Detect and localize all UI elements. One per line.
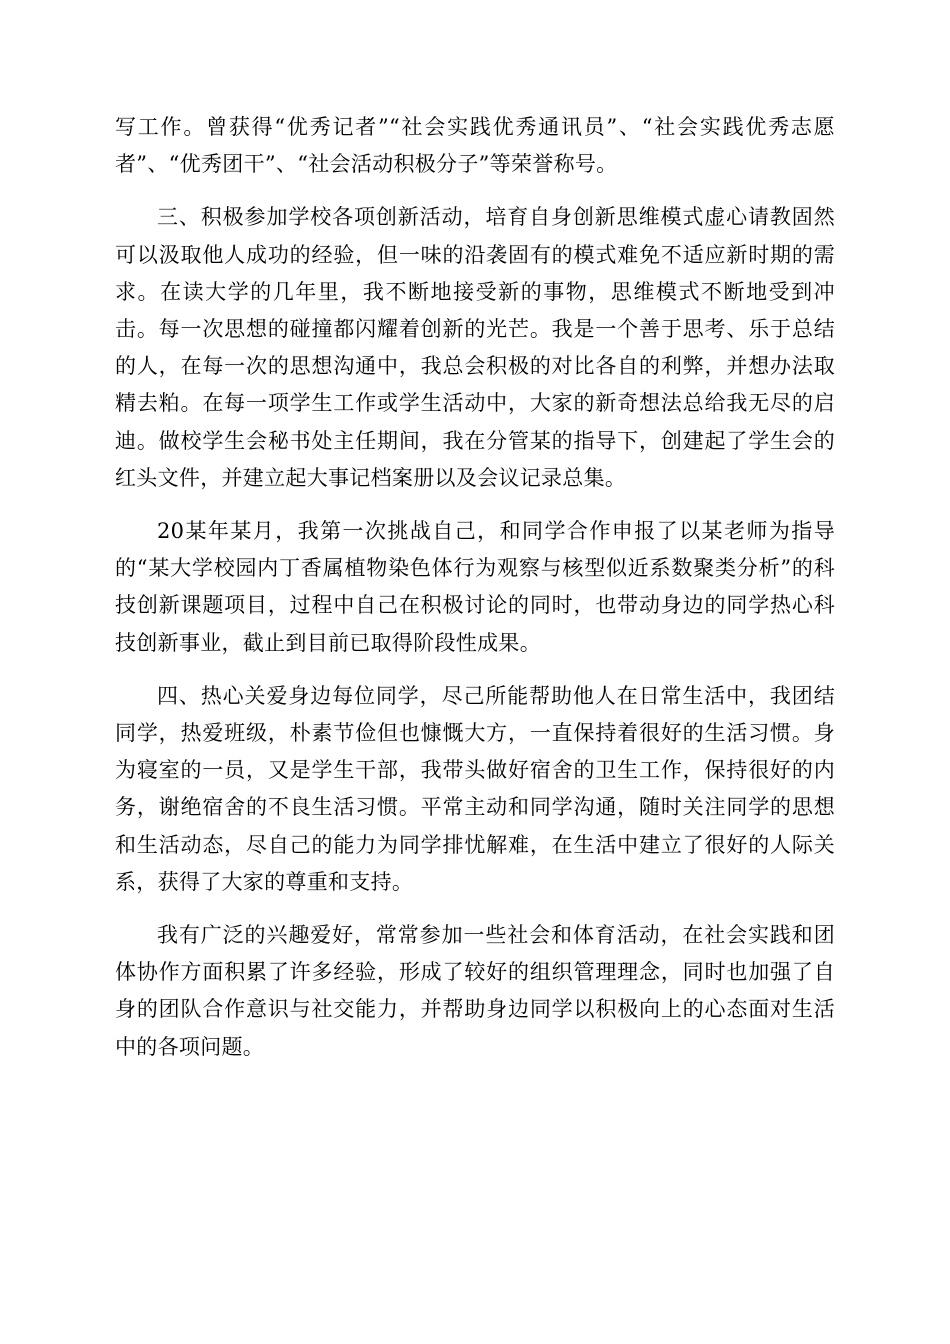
- paragraph-interests: 我有广泛的兴趣爱好，常常参加一些社会和体育活动，在社会实践和团体协作方面积累了许多经验，形成了较好的组织管理理念，同时也加强了自身的团队合作意识与社交能力，并帮助身边同学以积极向上的心态面对生活中的各项问题。: [115, 923, 835, 1059]
- paragraph-helping-classmates: 四、热心关爱身边每位同学，尽己所能帮助他人在日常生活中，我团结同学，热爱班级，朴素节俭但也慷慨大方，一直保持着很好的生活习惯。身为寝室的一员，又是学生干部，我带头做好宿舍的卫生工作，保持很好的内务，谢绝宿舍的不良生活习惯。平常主动和同学沟通，随时关注同学的思想和生活动态，尽自己的能力为同学排忧解难，在生活中建立了很好的人际关系，获得了大家的尊重和支持。: [115, 683, 835, 894]
- paragraph-innovation: 三、积极参加学校各项创新活动，培育自身创新思维模式虚心请教固然可以汲取他人成功的经验，但一味的沿袭固有的模式难免不适应新时期的需求。在读大学的几年里，我不断地接受新的事物，思维模式不断地受到冲击。每一次思想的碰撞都闪耀着创新的光芒。我是一个善于思考、乐于总结的人，在每一次的思想沟通中，我总会积极的对比各自的利弊，并想办法取精去粕。在每一项学生工作或学生活动中，大家的新奇想法总给我无尽的启迪。做校学生会秘书处主任期间，我在分管某的指导下，创建起了学生会的红头文件，并建立起大事记档案册以及会议记录总集。: [115, 205, 835, 490]
- document-body: [115, 109, 835, 1082]
- paragraph-honors: 写工作。曾获得“优秀记者”“社会实践优秀通讯员”、“社会实践优秀志愿者”、“优秀团干”、“社会活动积极分子”等荣誉称号。: [115, 115, 835, 177]
- paragraph-research-project: 20某年某月，我第一次挑战自己，和同学合作申报了以某老师为指导的“某大学校园内丁香属植物染色体行为观察与核型似近系数聚类分析”的科技创新课题项目，过程中自己在积极讨论的同时，也带动身边的同学热心科技创新事业，截止到目前已取得阶段性成果。: [115, 519, 835, 655]
